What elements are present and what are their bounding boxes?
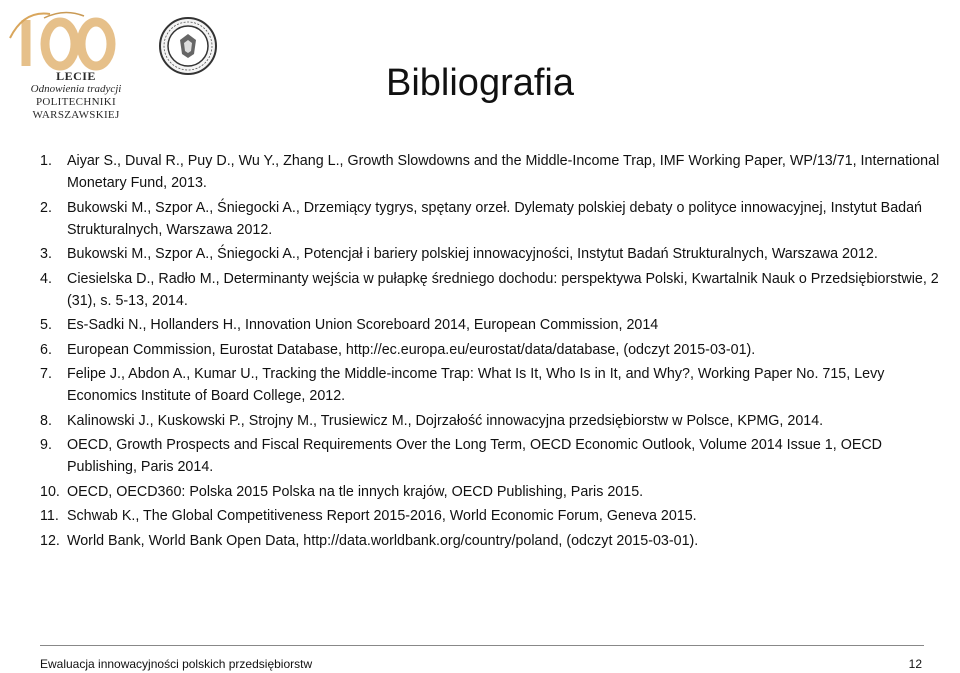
reference-item <box>40 243 940 265</box>
reference-item <box>40 434 940 478</box>
reference-number: 4. <box>40 270 52 287</box>
footer-title: Ewaluacja innowacyjności polskich przedsiębiorstw <box>40 657 313 671</box>
logo-caption <box>26 70 126 122</box>
reference-number: 2. <box>40 199 52 216</box>
reference-text: World Bank, World Bank Open Data, http://data.worldbank.org/country/poland, (odczyt 2015-03-01). <box>67 532 699 549</box>
reference-text: Aiyar S., Duval R., Puy D., Wu Y., Zhang L., Growth Slowdowns and the Middle-Income Trap, IMF Working Paper, WP/13/71, International Monetary Fund, 2013. <box>67 153 940 191</box>
reference-number: 9. <box>40 437 52 453</box>
reference-number: 10. <box>40 483 60 500</box>
bibliography-list <box>40 150 940 554</box>
page-title: Bibliografia <box>386 62 574 104</box>
reference-item <box>40 339 940 361</box>
reference-number: 11. <box>40 508 59 524</box>
reference-item <box>40 481 940 503</box>
logo-line-odnowienia: Odnowienia tradycji <box>30 83 122 95</box>
reference-item <box>40 505 940 527</box>
reference-number: 1. <box>40 153 52 169</box>
reference-item <box>40 197 940 241</box>
logo-line-politechniki: POLITECHNIKI <box>36 96 116 108</box>
reference-number: 7. <box>40 366 52 382</box>
reference-number: 5. <box>40 317 52 333</box>
reference-text: Bukowski M., Szpor A., Śniegocki A., Drzemiący tygrys, spętany orzeł. Dylematy polskiej debaty o polityce innowacyjnej, Instytut Badań Strukturalnych, Warszawa 2012. <box>67 199 923 238</box>
reference-item <box>40 530 940 552</box>
reference-text: OECD, OECD360: Polska 2015 Polska na tle innych krajów, OECD Publishing, Paris 2015. <box>67 483 644 500</box>
page-number: 12 <box>908 657 922 671</box>
reference-item <box>40 410 940 432</box>
reference-text: Felipe J., Abdon A., Kumar U., Tracking the Middle-income Trap: What Is It, Who Is in It, and Why?, Working Paper No. 715, Levy Economics Institute of Board College, 2012. <box>67 366 885 404</box>
logo-100-graphic <box>4 8 122 74</box>
reference-item <box>40 363 940 407</box>
reference-number: 8. <box>40 412 52 429</box>
university-seal-icon <box>158 16 218 76</box>
reference-item <box>40 268 940 312</box>
reference-text: Schwab K., The Global Competitiveness Report 2015-2016, World Economic Forum, Geneva 2015. <box>67 508 697 524</box>
reference-text: OECD, Growth Prospects and Fiscal Requirements Over the Long Term, OECD Economic Outlook, Volume 2014 Issue 1, OECD Publishing, Paris 2014. <box>67 437 882 475</box>
reference-number: 12. <box>40 532 60 549</box>
reference-text: Es-Sadki N., Hollanders H., Innovation Union Scoreboard 2014, European Commission, 2014 <box>67 317 659 333</box>
reference-number: 6. <box>40 341 52 358</box>
reference-text: Kalinowski J., Kuskowski P., Strojny M., Trusiewicz M., Dojrzałość innowacyjna przedsiębiorstw w Polsce, KPMG, 2014. <box>67 412 824 429</box>
logo-line-warszawskiej: WARSZAWSKIEJ <box>32 109 120 121</box>
reference-text: European Commission, Eurostat Database, http://ec.europa.eu/eurostat/data/database, (odczyt 2015-03-01). <box>67 341 756 358</box>
reference-text: Ciesielska D., Radło M., Determinanty wejścia w pułapkę średniego dochodu: perspektywa Polski, Kwartalnik Nauk o Przedsiębiorstwie, 2 (31), s. 5-13, 2014. <box>67 270 939 309</box>
footer-divider <box>40 645 924 646</box>
reference-item <box>40 314 940 336</box>
reference-text: Bukowski M., Szpor A., Śniegocki A., Potencjał i bariery polskiej innowacyjności, Instytut Badań Strukturalnych, Warszawa 2012. <box>67 246 878 262</box>
centenary-logo <box>4 8 122 120</box>
logo-line-lecie: LECIE <box>56 69 96 83</box>
reference-item <box>40 150 940 194</box>
reference-number: 3. <box>40 246 52 262</box>
